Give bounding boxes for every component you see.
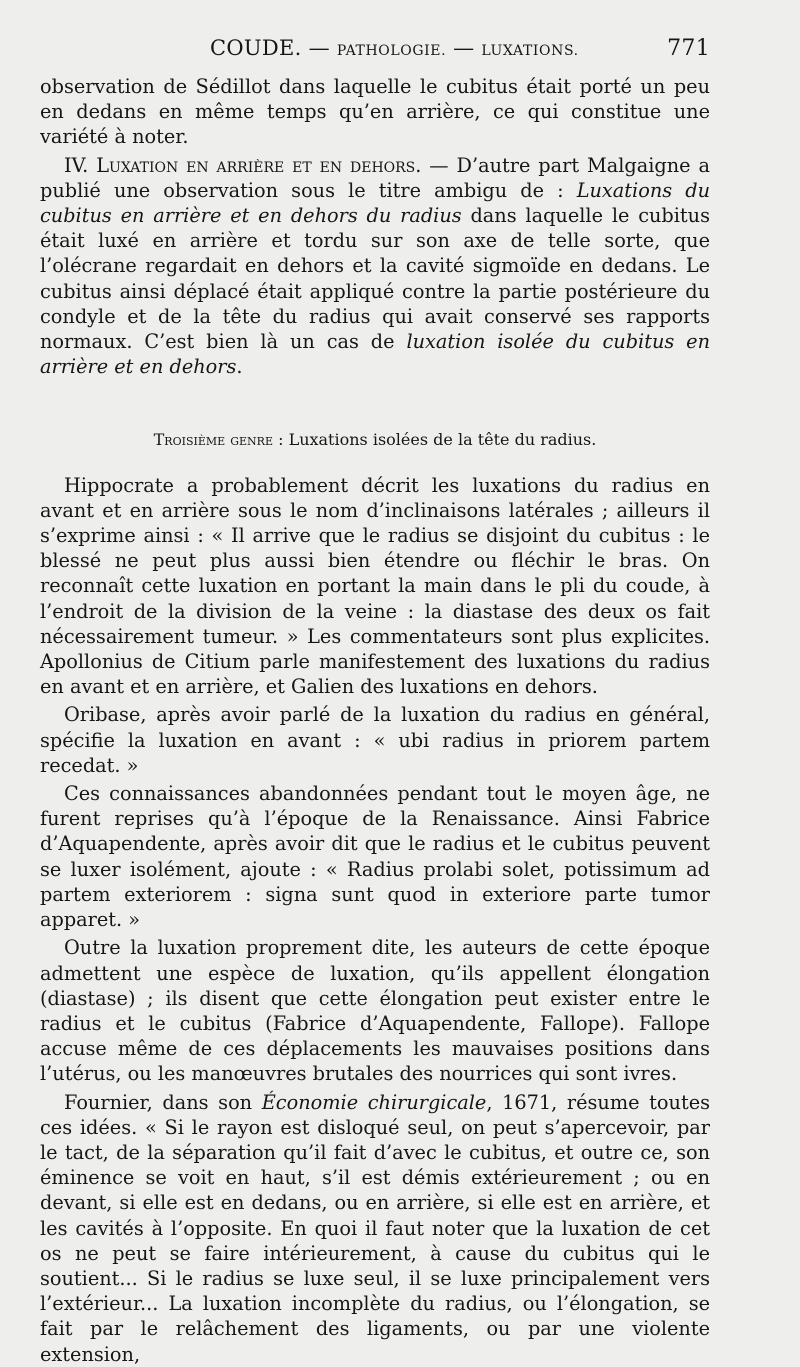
paragraph-elongation: Outre la luxation proprement dite, les auteurs de cette époque admettent une espèce de luxation, qu’ils appellent élongation (diastase) ; ils disent que cette élongation peut exister entre le radius et le cubitus (Fabrice d’Aquapendente, Fallope). Fallope accuse même de ces déplacements les mauvaises positions dans l’utérus, ou les manœuvres brutales des nourrices qui sont ivres.	[40, 936, 710, 1086]
running-title	[210, 36, 579, 60]
section-number: IV.	[64, 153, 97, 177]
text-run: , 1671, résume toutes ces idées. « Si le rayon est disloqué seul, on peut s’apercevoir, par le tact, de la séparation qu’il fait d’avec le cubitus, et outre ce, son éminence se voit en haut, s’il est démis extérieurement ; ou en devant, si elle est en dedans, ou en arrière, si elle est en arrière, et les cavités à l’opposite. En quoi il faut noter que la luxation de cet os ne peut se faire intérieurement, à cause du cubitus qui le soutient... Si le radius se luxe seul, il se luxe principalement vers l’extérieur... La luxation incomplète du radius, ou l’élongation, se fait par le relâchement des ligaments, ou par une violente extension,	[40, 1090, 710, 1366]
title-separator: —	[446, 36, 482, 60]
title-pathologie: PATHOLOGIE.	[336, 43, 447, 59]
title-luxations: LUXATIONS.	[481, 43, 579, 59]
text-run: dans laquelle le cubitus était luxé en arrière et tordu sur son axe de telle sorte, que l’olécrane regardait en dehors et la cavité sigmoïde en dedans. Le cubitus ainsi déplacé était appliqué contre la partie postérieure du condyle et de la tête du radius qui avait conservé ses rapports normaux. C’est bien là un cas de	[40, 204, 710, 354]
genre-title: : Luxations isolées de la tête du radius.	[273, 430, 597, 450]
italic-term: luxation isolée du cubitus en arrière et en dehors	[40, 330, 710, 379]
section-heading: Luxation en arrière et en dehors.	[96, 153, 422, 177]
paragraph-oribase: Oribase, après avoir parlé de la luxation du radius en général, spécifie la luxation en avant : « ubi radius in priorem partem recedat. »	[40, 703, 710, 777]
title-coude: COUDE. —	[210, 36, 337, 60]
paragraph-renaissance: Ces connaissances abandonnées pendant tout le moyen âge, ne furent reprises qu’à l’époque de la Renaissance. Ainsi Fabrice d’Aquapendente, après avoir dit que le radius et le cubitus peuvent se luxer isolément, ajoute : « Radius prolabi solet, potissimum ad partem exteriorem : signa sunt quod in exteriore parte tumor apparet. »	[40, 782, 710, 932]
italic-book-title: Économie chirurgicale	[261, 1090, 487, 1114]
page-number: 771	[667, 36, 710, 61]
paragraph-fournier	[40, 1090, 710, 1367]
text-run: Fournier, dans son	[64, 1090, 262, 1114]
page-body	[40, 74, 710, 1367]
genre-label: Troisième genre	[153, 430, 273, 450]
text-run: .	[236, 355, 243, 379]
paragraph-continuation: observation de Sédillot dans laquelle le cubitus était porté un peu en dedans en même temps qu’en arrière, ce qui constitue une variété à noter.	[40, 75, 710, 149]
genre-heading	[40, 427, 710, 452]
italic-title: Luxations du cubitus en arrière et en dehors du radius	[40, 178, 710, 228]
paragraph-luxation-iv	[40, 153, 710, 380]
text-run: — D’autre part Malgaigne a publié une observation sous le titre ambigu de :	[40, 153, 710, 202]
paragraph-hippocrate: Hippocrate a probablement décrit les luxations du radius en avant et en arrière sous le nom d’inclinaisons latérales ; ailleurs il s’exprime ainsi : « Il arrive que le radius se disjoint du cubitus : le blessé ne peut plus aussi bien étendre ou fléchir le bras. On reconnaît cette luxation en portant la main dans le pli du coude, à l’endroit de la division de la veine : la diastase des deux os fait nécessairement tumeur. » Les commentateurs sont plus explicites. Apollonius de Citium parle manifestement des luxations du radius en avant et en arrière, et Galien des luxations en dehors.	[40, 473, 710, 699]
